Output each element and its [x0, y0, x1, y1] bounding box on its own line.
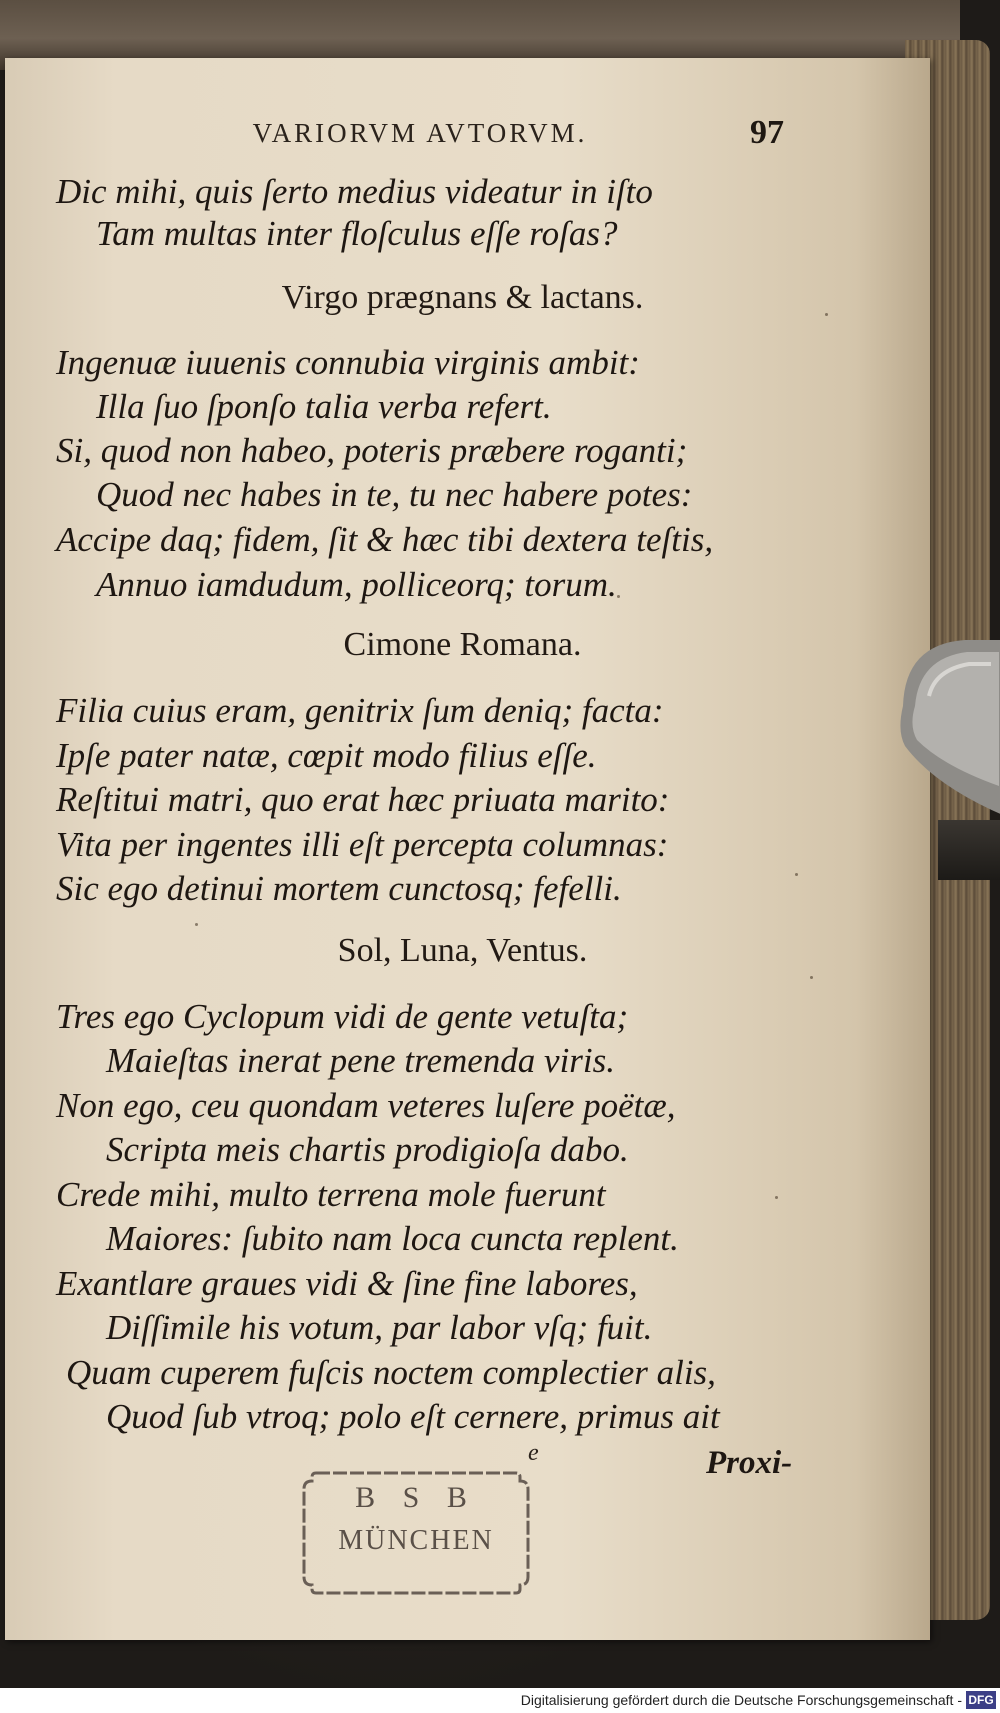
paper-speck: [195, 923, 198, 926]
verse-line: Scripta meis chartis prodigioſa dabo.: [106, 1130, 629, 1169]
verse-line: Accipe daq; fidem, ſit & hæc tibi dextera teſtis,: [56, 520, 714, 559]
library-stamp: [298, 1467, 534, 1599]
verse-line: Crede mihi, multo terrena mole fuerunt: [56, 1175, 606, 1214]
paper-speck: [617, 595, 620, 598]
dfg-logo: DFG: [966, 1691, 996, 1709]
section-heading: Virgo prægnans & lactans.: [281, 279, 644, 316]
running-head: VARIORVM AVTORVM.: [252, 118, 588, 148]
page-number: 97: [750, 114, 784, 151]
section-heading: Sol, Luna, Ventus.: [337, 932, 588, 969]
page-holder-band: [938, 820, 1000, 880]
signature-mark: e: [528, 1440, 539, 1466]
stamp-text-line1: B S B: [355, 1481, 477, 1514]
paper-speck: [810, 976, 813, 979]
paper-speck: [775, 1196, 778, 1199]
section-heading: Cimone Romana.: [343, 626, 582, 663]
verse-line: Diſſimile his votum, par labor vſq; fuit.: [106, 1308, 653, 1347]
footer-credit: Digitalisierung gefördert durch die Deutsche Forschungsgemeinschaft -: [520, 1692, 962, 1708]
verse-line: Quod ſub vtroq; polo eſt cernere, primus ait: [106, 1397, 720, 1436]
verse-line: Quod nec habes in te, tu nec habere potes:: [96, 475, 693, 514]
verse-line: Si, quod non habeo, poteris præbere roganti;: [56, 431, 688, 470]
verse-line: Maieſtas inerat pene tremenda viris.: [106, 1041, 616, 1080]
verse-line: Sic ego detinui mortem cunctosq; fefelli.: [56, 869, 622, 908]
verse-line: Annuo iamdudum, polliceorq; torum.: [96, 565, 617, 604]
verse-line: Illa ſuo ſponſo talia verba refert.: [96, 387, 552, 426]
verse-line: Maiores: ſubito nam loca cuncta replent.: [106, 1219, 679, 1258]
verse-line: Tres ego Cyclopum vidi de gente vetuſta;: [56, 997, 629, 1036]
paper-speck: [795, 873, 798, 876]
verse-line: Non ego, ceu quondam veteres luſere poëtæ,: [56, 1086, 676, 1125]
verse-line: Ingenuæ iuuenis connubia virginis ambit:: [56, 343, 640, 382]
catchword: Proxi-: [706, 1445, 793, 1481]
verse-line: Vita per ingentes illi eſt percepta columnas:: [56, 825, 669, 864]
verse-line: Filia cuius eram, genitrix ſum deniq; facta:: [56, 691, 664, 730]
verse-line: Exantlare graues vidi & ſine fine labores,: [56, 1264, 638, 1303]
verse-line: Quam cuperem fuſcis noctem complectier alis,: [66, 1353, 716, 1392]
stamp-text-line2: MÜNCHEN: [338, 1525, 494, 1556]
verse-line: Reſtitui matri, quo erat hæc priuata marito:: [56, 780, 670, 819]
verse-line: Tam multas inter floſculus eſſe roſas?: [96, 214, 618, 253]
verse-line: Dic mihi, quis ſerto medius videatur in iſto: [56, 172, 653, 211]
page-holder-clip: [895, 636, 1000, 816]
verse-line: Ipſe pater natæ, cœpit modo filius eſſe.: [56, 736, 597, 775]
